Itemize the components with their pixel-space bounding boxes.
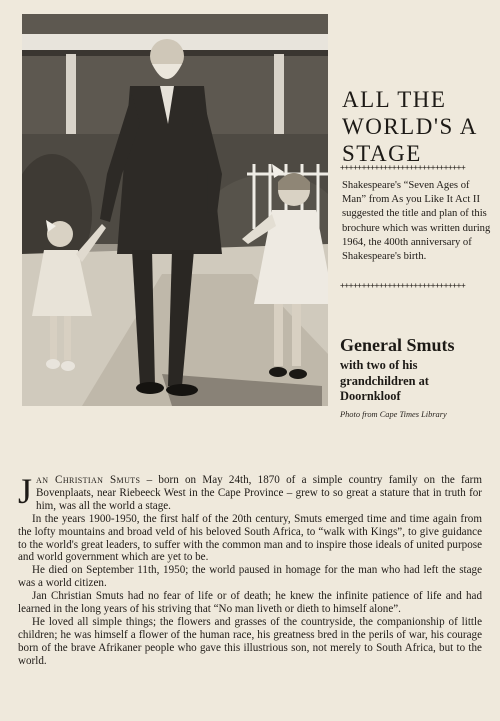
caption-body: with two of his grandchildren at Doornkloof [340, 358, 429, 403]
article-body [18, 471, 482, 668]
article-paragraph-1 [18, 471, 482, 513]
drop-cap: J [18, 471, 33, 511]
ornament-rule-bottom: +++++++++++++++++++++++++++++ [340, 281, 466, 290]
article-paragraph-4: Jan Christian Smuts had no fear of life or of death; he knew the infinite patience of life and had learned in the long years of his striving that “No man liveth or dieth to himself alone”. [18, 590, 482, 616]
headline-line-1: ALL THE [342, 87, 447, 112]
smuts-photo [22, 14, 328, 406]
article-paragraph-3: He died on September 11th, 1950; the world paused in homage for the man who had left the stage was a world citizen. [18, 564, 482, 590]
photo-credit: Photo from Cape Times Library [340, 410, 447, 419]
paragraph-1-text: – born on May 24th, 1870 of a simple country family on the farm Bovenplaats, near Riebeeck West in the Cape Province – grew to so great a stature that in truth for him, was all the world a stage. [36, 474, 482, 512]
page-headline [342, 86, 492, 167]
ornament-rule-top: +++++++++++++++++++++++++++++ [340, 163, 466, 172]
caption-title: General Smuts [340, 335, 455, 355]
headline-line-2: WORLD'S A [342, 114, 478, 139]
article-paragraph-2: In the years 1900-1950, the first half of the 20th century, Smuts emerged time and time again from the lofty mountains and broad veld of his beloved South Africa, to “walk with Kings”, to give guidance to the world's great leaders, to suffer with the common man and to inspire those ideals of united purpose and world government which are yet to be. [18, 512, 482, 564]
article-paragraph-5: He loved all simple things; the flowers and grasses of the countryside, the companionship of little children; he was himself a flower of the human race, his greatness bred in the perils of war, his courage born of the brave Afrikaner people who gave this illustrious son, not merely to South Africa, but to the world. [18, 615, 482, 667]
intro-paragraph: Shakespeare's “Seven Ages of Man” from As you Like It Act II suggested the title and plan of this brochure which was written during 1964, the 400th anniversary of Shakespeare's birth. [342, 180, 491, 263]
photo-illustration [22, 14, 328, 406]
headline-line-3: STAGE [342, 141, 422, 166]
subject-name: an Christian Smuts [36, 474, 141, 486]
